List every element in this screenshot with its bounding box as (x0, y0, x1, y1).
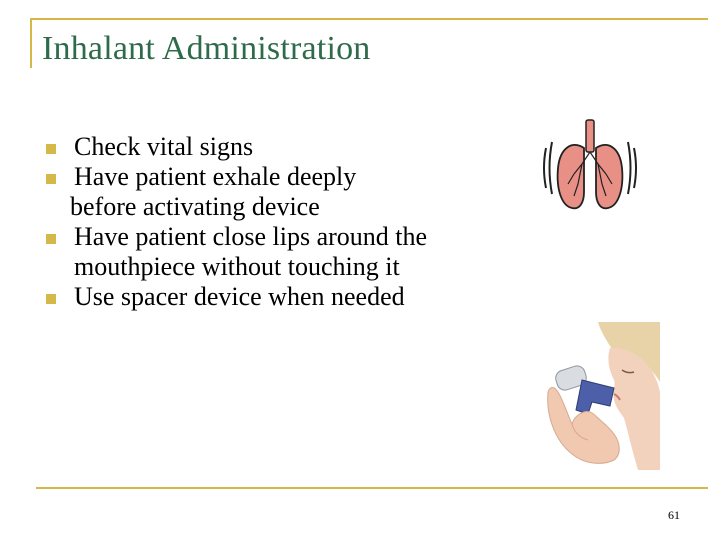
bullet-text: Check vital signs (74, 132, 254, 161)
bullet-text: Have patient close lips around the (74, 222, 428, 251)
title-frame-horizontal (30, 18, 708, 20)
page-number: 61 (668, 508, 680, 522)
bullet-text-continuation: before activating device (70, 192, 320, 221)
bullet-marker (46, 174, 56, 184)
bullet-list (46, 132, 566, 312)
inhaler-photo (528, 322, 660, 470)
bullet-text: Use spacer device when needed (74, 282, 405, 311)
title-frame-vertical (30, 18, 32, 68)
bullet-item (46, 282, 566, 312)
bullet-text: Have patient exhale deeply (74, 162, 357, 191)
lungs-icon (538, 118, 642, 218)
bullet-text-continuation: mouthpiece without touching it (74, 252, 400, 281)
bullet-marker (46, 294, 56, 304)
bullet-marker (46, 234, 56, 244)
bullet-item (46, 222, 566, 282)
bullet-item (46, 162, 566, 222)
slide-title: Inhalant Administration (42, 30, 371, 67)
bullet-marker (46, 144, 56, 154)
footer-rule (36, 487, 708, 489)
bullet-item (46, 132, 566, 162)
